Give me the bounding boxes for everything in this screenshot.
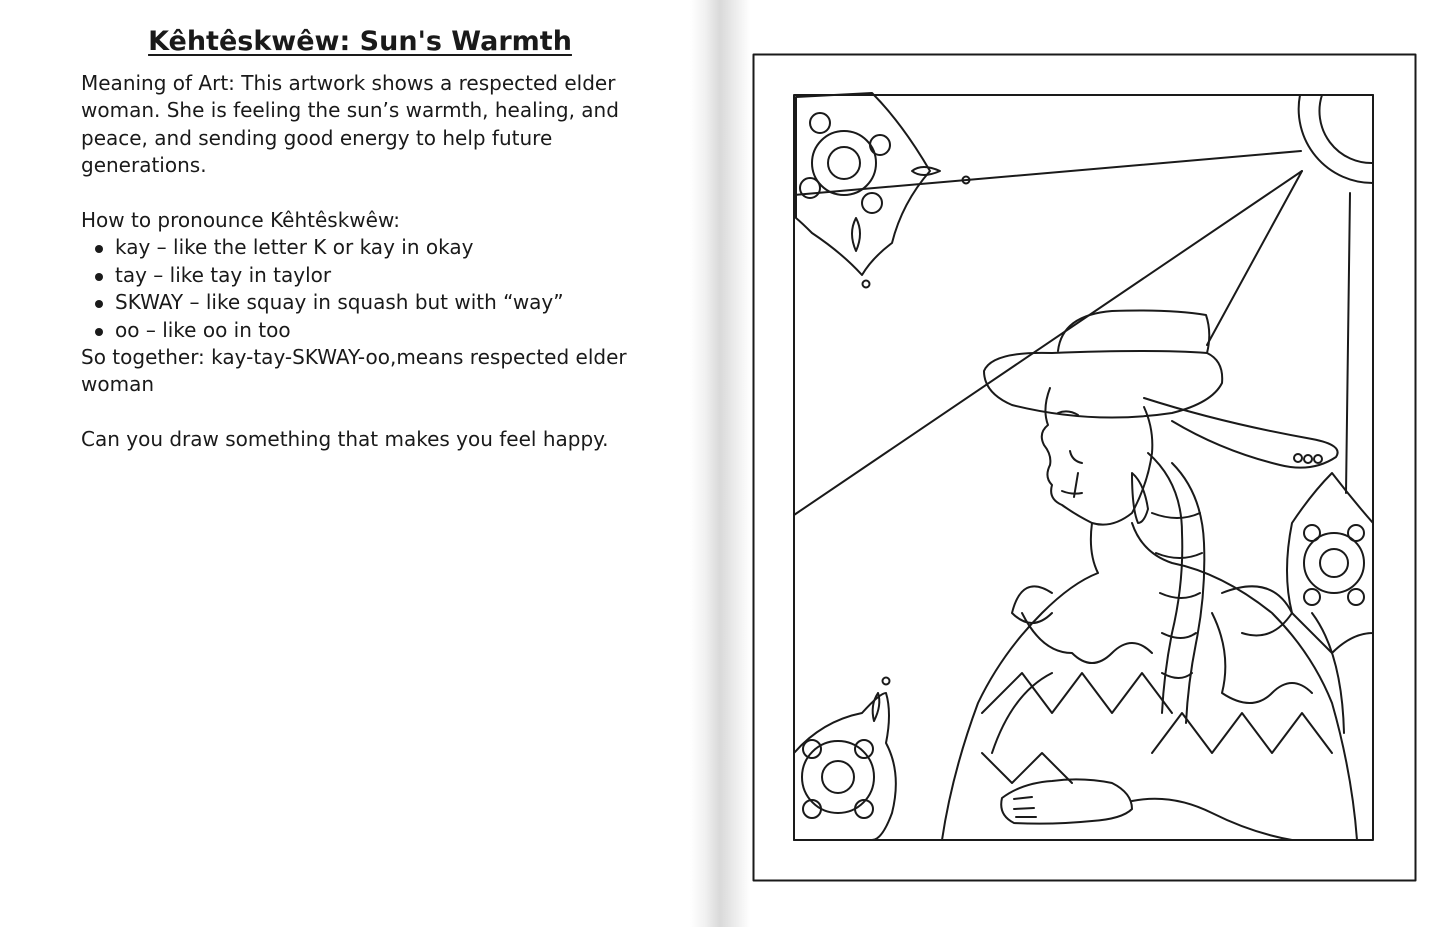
list-item: kay – like the letter K or kay in okay — [115, 234, 641, 261]
meaning-line-1: Meaning of Art: This artwork shows a respected elder — [81, 71, 616, 95]
hat — [984, 311, 1338, 468]
pronunciation-list — [81, 234, 641, 344]
hand — [1001, 779, 1292, 840]
elder-woman-coloring-illustration — [752, 53, 1417, 882]
together-line-1: So together: kay-tay-SKWAY-oo,means respected elder — [81, 345, 627, 370]
sun-rays — [794, 151, 1350, 515]
outer-frame — [754, 55, 1416, 881]
book-gutter — [690, 0, 750, 927]
spacer — [81, 180, 641, 207]
list-item: SKWAY – like squay in squash but with “way” — [115, 289, 641, 316]
page-title: Kêhtêskwêw: Sun's Warmth — [148, 26, 572, 57]
sun-icon — [1299, 95, 1373, 183]
drawing-prompt: Can you draw something that makes you feel happy. — [81, 427, 609, 452]
left-page — [0, 0, 700, 927]
star-flower-icon — [796, 93, 970, 288]
meaning-line-4: generations. — [81, 153, 207, 178]
meaning-line-2: woman. She is feeling the sun’s warmth, healing, and — [81, 98, 619, 123]
list-item: oo – like oo in too — [115, 317, 641, 344]
spacer — [81, 399, 641, 426]
pronounce-heading: How to pronounce Kêhtêskwêw: — [81, 208, 400, 233]
side-flower-icon — [1287, 473, 1373, 653]
bottom-flower-icon — [794, 678, 896, 841]
together-line-2: woman — [81, 372, 155, 397]
meaning-line-3: peace, and sending good energy to help future — [81, 125, 553, 150]
list-item: tay – like tay in taylor — [115, 262, 641, 289]
page-body — [81, 70, 641, 454]
